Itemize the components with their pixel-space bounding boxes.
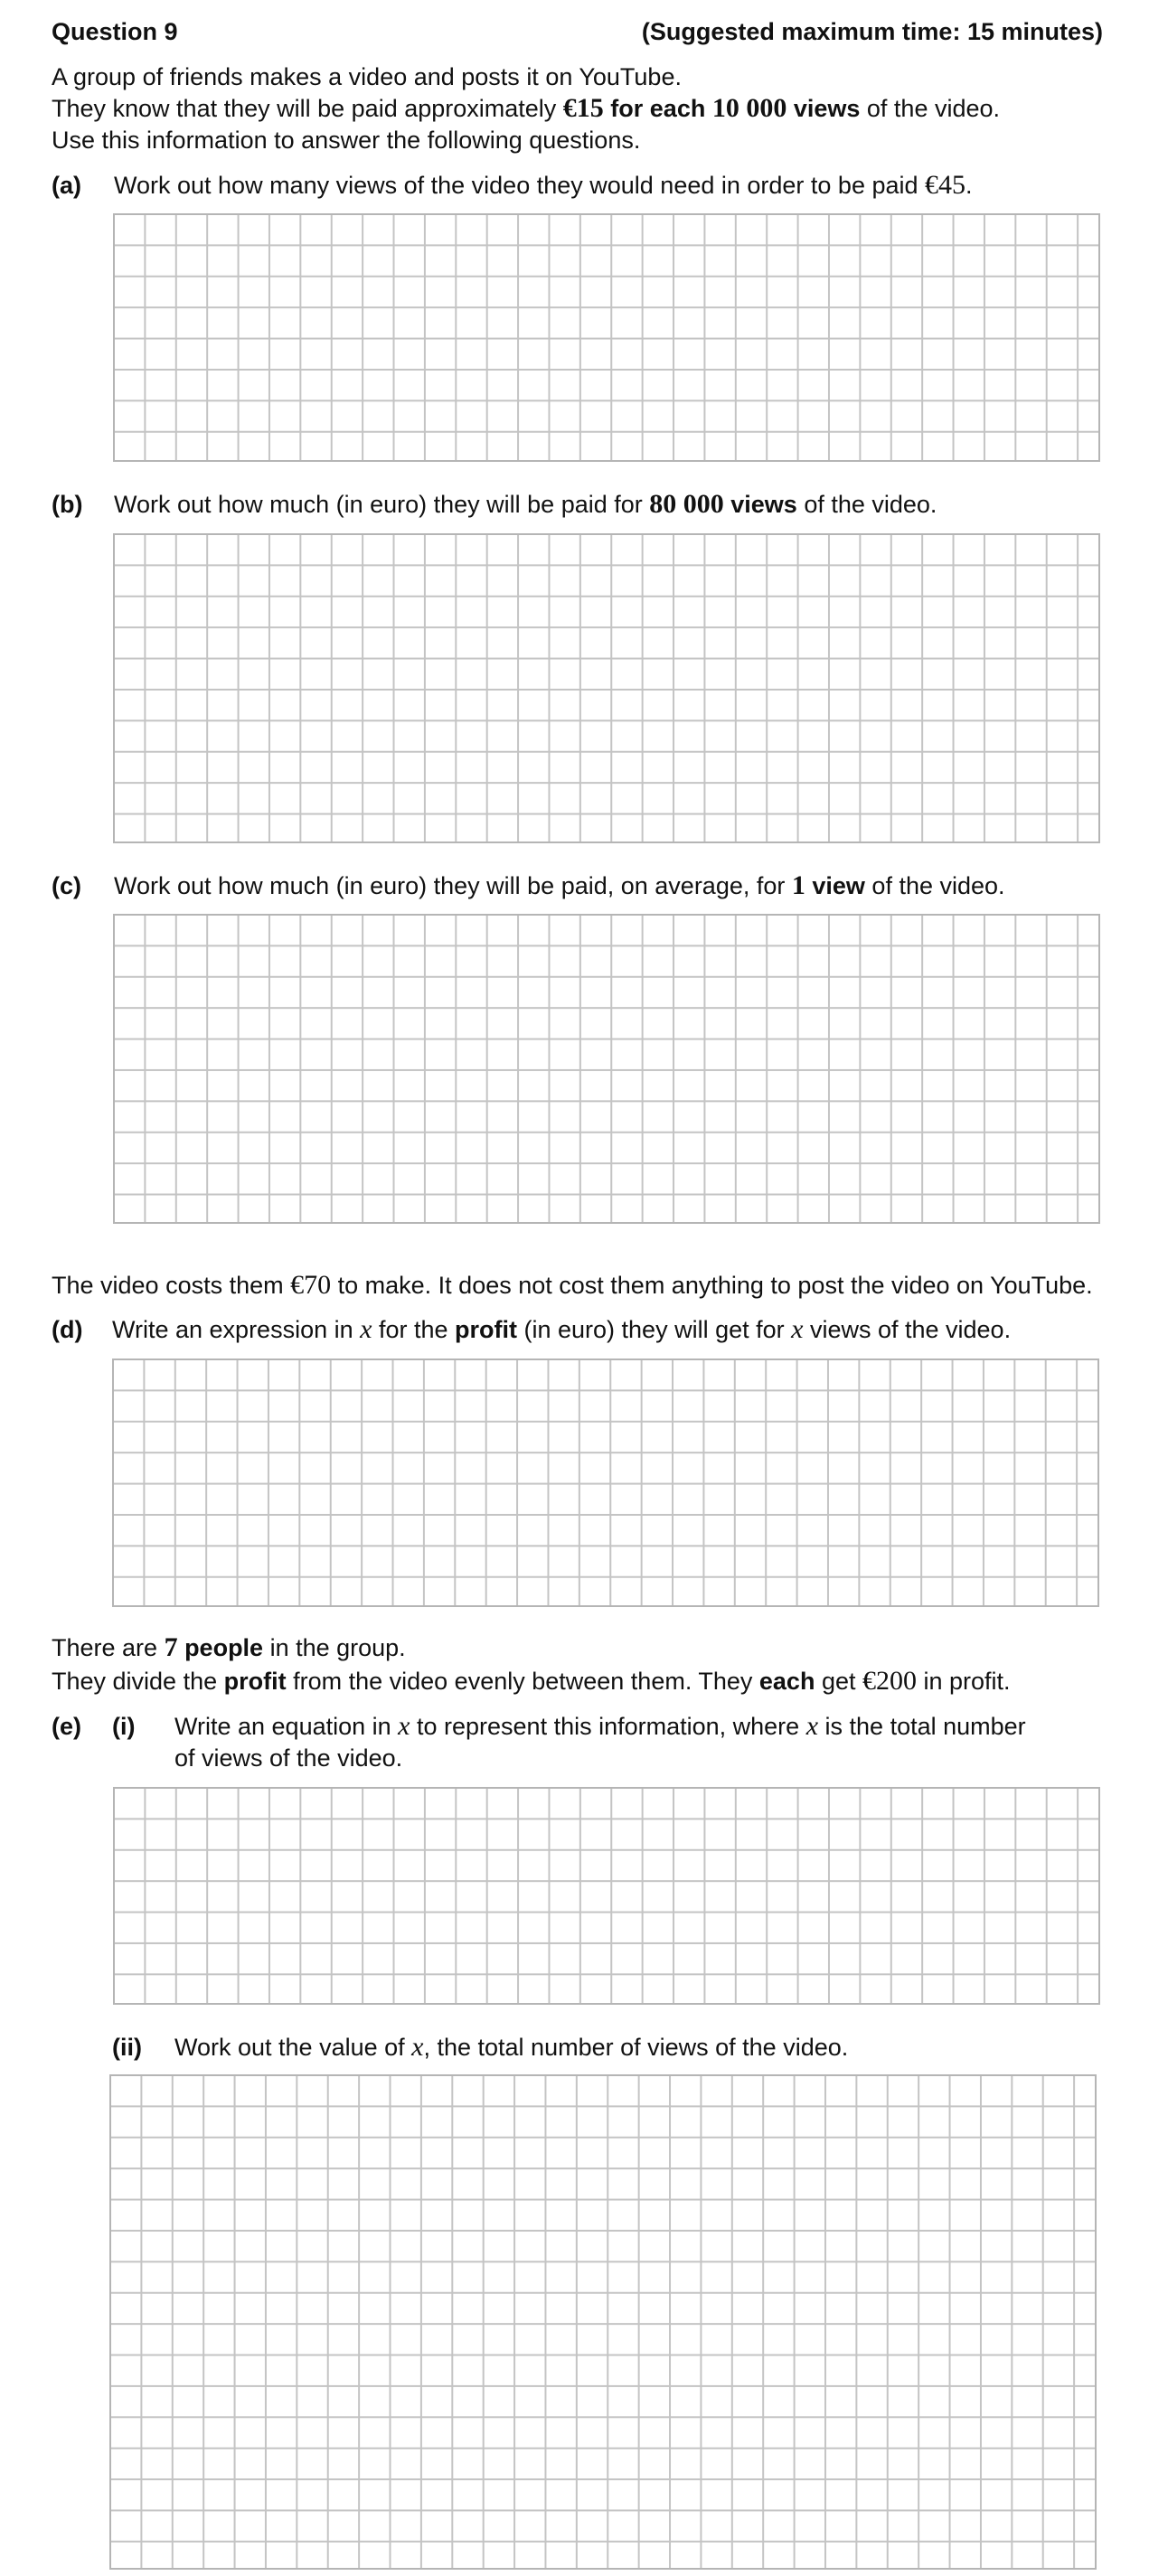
answer-grid-e-i[interactable]: [113, 1787, 1100, 2005]
answer-grid-d[interactable]: [112, 1359, 1099, 1607]
part-e-i-question-line-2: of views of the video.: [174, 1744, 403, 1772]
part-c-question: Work out how much (in euro) they will be paid, on average, for 1 view of the video.: [114, 870, 1005, 900]
answer-grid-b[interactable]: [113, 533, 1100, 843]
intro-line-3: Use this information to answer the following questions.: [52, 127, 641, 154]
group-line-2: They divide the profit from the video evenly between them. They each get €200 in profit.: [52, 1666, 1011, 1696]
part-c-label: (c): [52, 872, 81, 899]
answer-grid-c[interactable]: [113, 914, 1100, 1224]
intro-line-2: They know that they will be paid approximately €15 for each 10 000 views of the video.: [52, 93, 1001, 123]
part-b-question: Work out how much (in euro) they will be paid for 80 000 views of the video.: [114, 489, 937, 519]
part-e-i-question-line-1: Write an equation in x to represent this information, where x is the total number: [174, 1711, 1026, 1741]
answer-grid-e-ii[interactable]: [109, 2074, 1097, 2570]
answer-grid-a[interactable]: [113, 213, 1100, 462]
part-d-question: Write an expression in x for the profit (in euro) they will get for x views of the video.: [112, 1314, 1012, 1344]
question-title: Question 9: [52, 18, 178, 45]
part-a-question: Work out how many views of the video they would need in order to be paid €45.: [114, 170, 973, 200]
intro-line-1: A group of friends makes a video and posts it on YouTube.: [52, 63, 682, 90]
part-e-ii-label: (ii): [112, 2034, 142, 2061]
suggested-time: (Suggested maximum time: 15 minutes): [641, 18, 1103, 45]
group-line-1: There are 7 people in the group.: [52, 1632, 406, 1662]
part-b-label: (b): [52, 491, 83, 518]
part-a-label: (a): [52, 172, 81, 199]
part-e-label: (e): [52, 1713, 81, 1740]
cost-statement: The video costs them €70 to make. It does not cost them anything to post the video on YouTube.: [52, 1270, 1093, 1300]
part-e-ii-question: Work out the value of x, the total number of views of the video.: [174, 2032, 849, 2062]
part-e-i-label: (i): [112, 1713, 136, 1740]
part-d-label: (d): [52, 1316, 83, 1343]
